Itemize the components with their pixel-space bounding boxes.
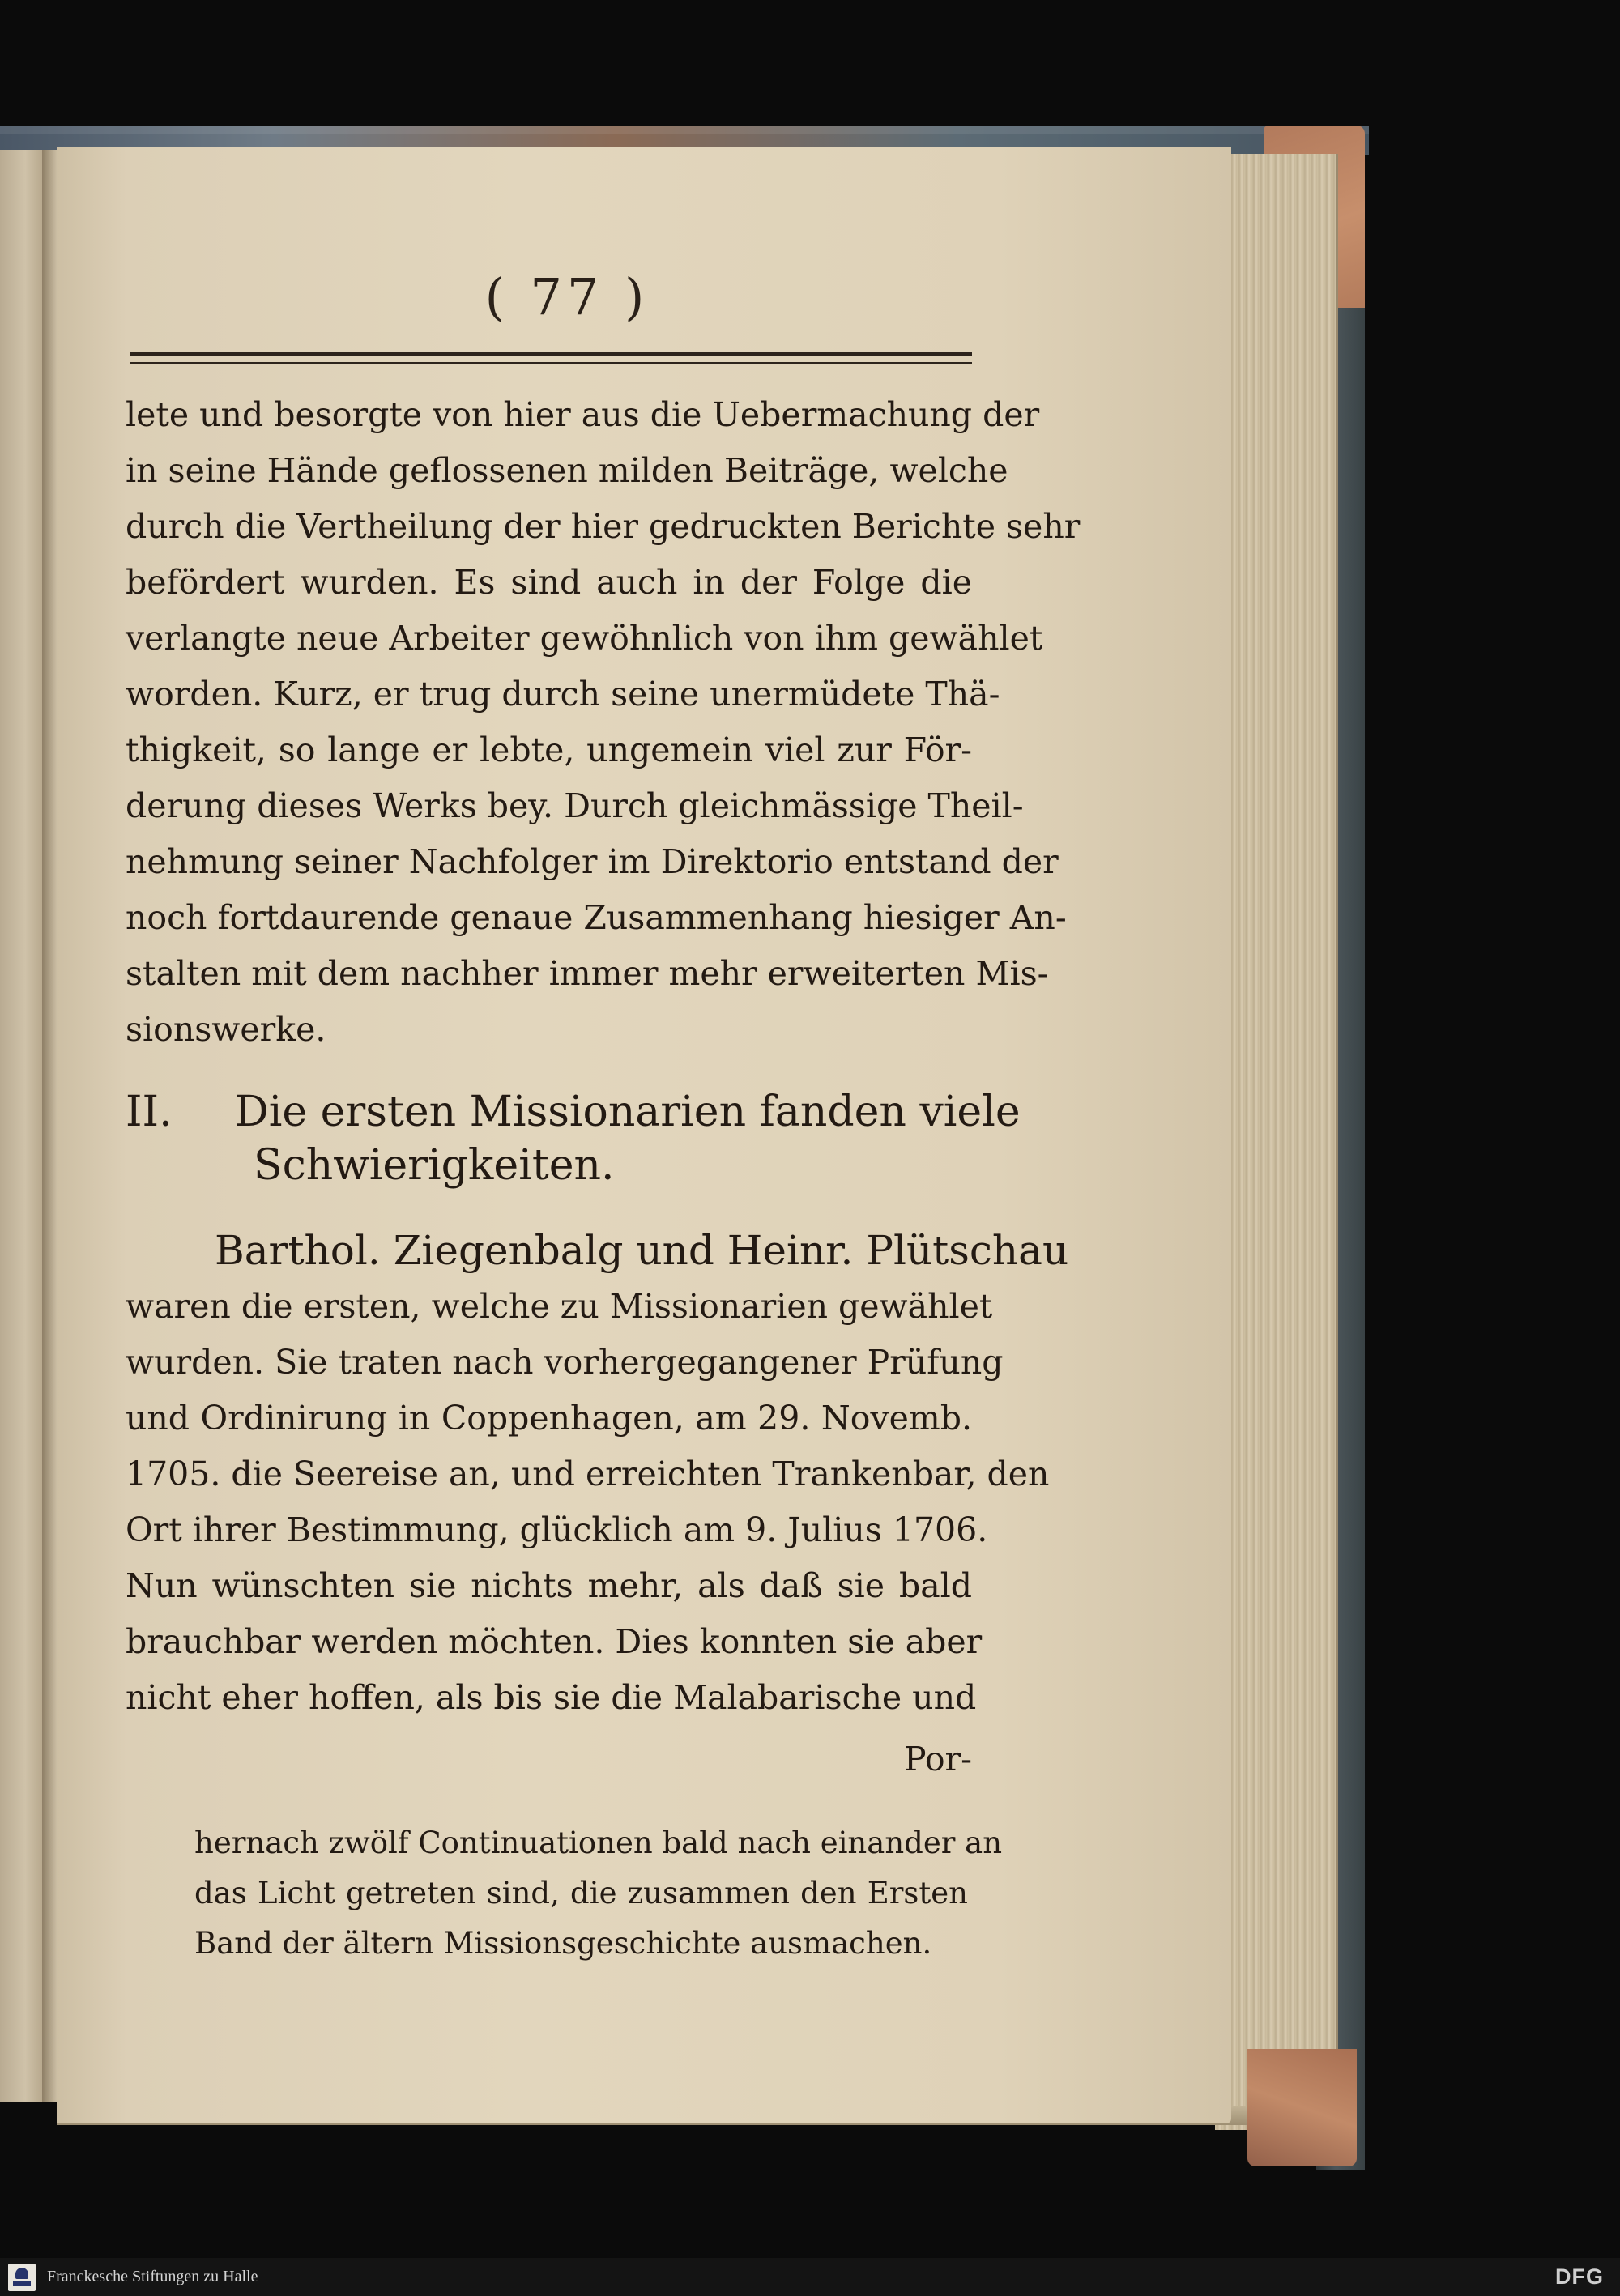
text-line: 1705. die Seereise an, und erreichten Trankenbar, den (126, 1455, 1050, 1493)
text-line: befördert wurden. Es sind auch in der Folge die (126, 563, 972, 602)
footer-bar (0, 2258, 1620, 2296)
main-paragraph (126, 387, 1081, 1058)
page-number: ( 77 ) (484, 267, 650, 326)
text-line: waren die ersten, welche zu Missionarien gewählet (126, 1287, 993, 1326)
section-heading-line (126, 1085, 1021, 1139)
leather-corner-bottom (1247, 2049, 1357, 2166)
second-paragraph (126, 1223, 1069, 1726)
section-number: II. (126, 1088, 173, 1136)
footnote (194, 1818, 1003, 1969)
left-page-sliver (0, 150, 42, 2102)
section-title-part: Die ersten Missionarien fanden viele (235, 1088, 1021, 1136)
text-line: sionswerke. (126, 1010, 326, 1049)
text-line: verlangte neue Arbeiter gewöhnlich von ihm gewählet (126, 619, 1043, 658)
text-line: nicht eher hoffen, als bis sie die Malabarische und (126, 1678, 977, 1717)
text-line: Barthol. Ziegenbalg und Heinr. Plütschau (215, 1227, 1069, 1274)
page-block-edges (1215, 154, 1338, 2130)
text-line: in seine Hände geflossenen milden Beiträge, welche (126, 451, 1008, 490)
text-line: Nun wünschten sie nichts mehr, als daß sie bald (126, 1566, 972, 1605)
text-line: wurden. Sie traten nach vorhergegangener Prüfung (126, 1343, 1004, 1382)
text-line: brauchbar werden möchten. Dies konnten sie aber (126, 1622, 983, 1661)
footnote-line: Band der ältern Missionsgeschichte ausmachen. (194, 1926, 932, 1961)
catchword: Por- (903, 1740, 972, 1778)
footer-institution: Franckesche Stiftungen zu Halle (47, 2268, 258, 2285)
dfg-logo: DFG (1555, 2264, 1604, 2289)
header-rule-thin (130, 362, 972, 364)
text-line: durch die Vertheilung der hier gedruckten Berichte sehr (126, 507, 1081, 546)
text-line: Ort ihrer Bestimmung, glücklich am 9. Julius 1706. (126, 1510, 988, 1549)
text-line: thigkeit, so lange er lebte, ungemein viel zur För- (126, 731, 972, 769)
text-line: derung dieses Werks bey. Durch gleichmässige Theil- (126, 786, 1024, 825)
text-line: lete und besorgte von hier aus die Uebermachung der (126, 395, 1040, 434)
text-line: nehmung seiner Nachfolger im Direktorio entstand der (126, 842, 1059, 881)
footnote-line: das Licht getreten sind, die zusammen den Ersten (194, 1876, 968, 1910)
text-line: stalten mit dem nachher immer mehr erweiterten Mis- (126, 954, 1049, 993)
section-heading-line: Schwierigkeiten. (254, 1141, 615, 1190)
footnote-line: hernach zwölf Continuationen bald nach einander an (194, 1825, 1003, 1860)
section-heading (126, 1085, 1021, 1192)
header-rule (130, 352, 972, 356)
text-line: und Ordinirung in Coppenhagen, am 29. Novemb. (126, 1399, 972, 1438)
text-line: noch fortdaurende genaue Zusammenhang hiesiger An- (126, 898, 1067, 937)
franckesche-stiftungen-logo-icon (8, 2264, 36, 2291)
text-line: worden. Kurz, er trug durch seine unermüdete Thä- (126, 675, 1000, 714)
